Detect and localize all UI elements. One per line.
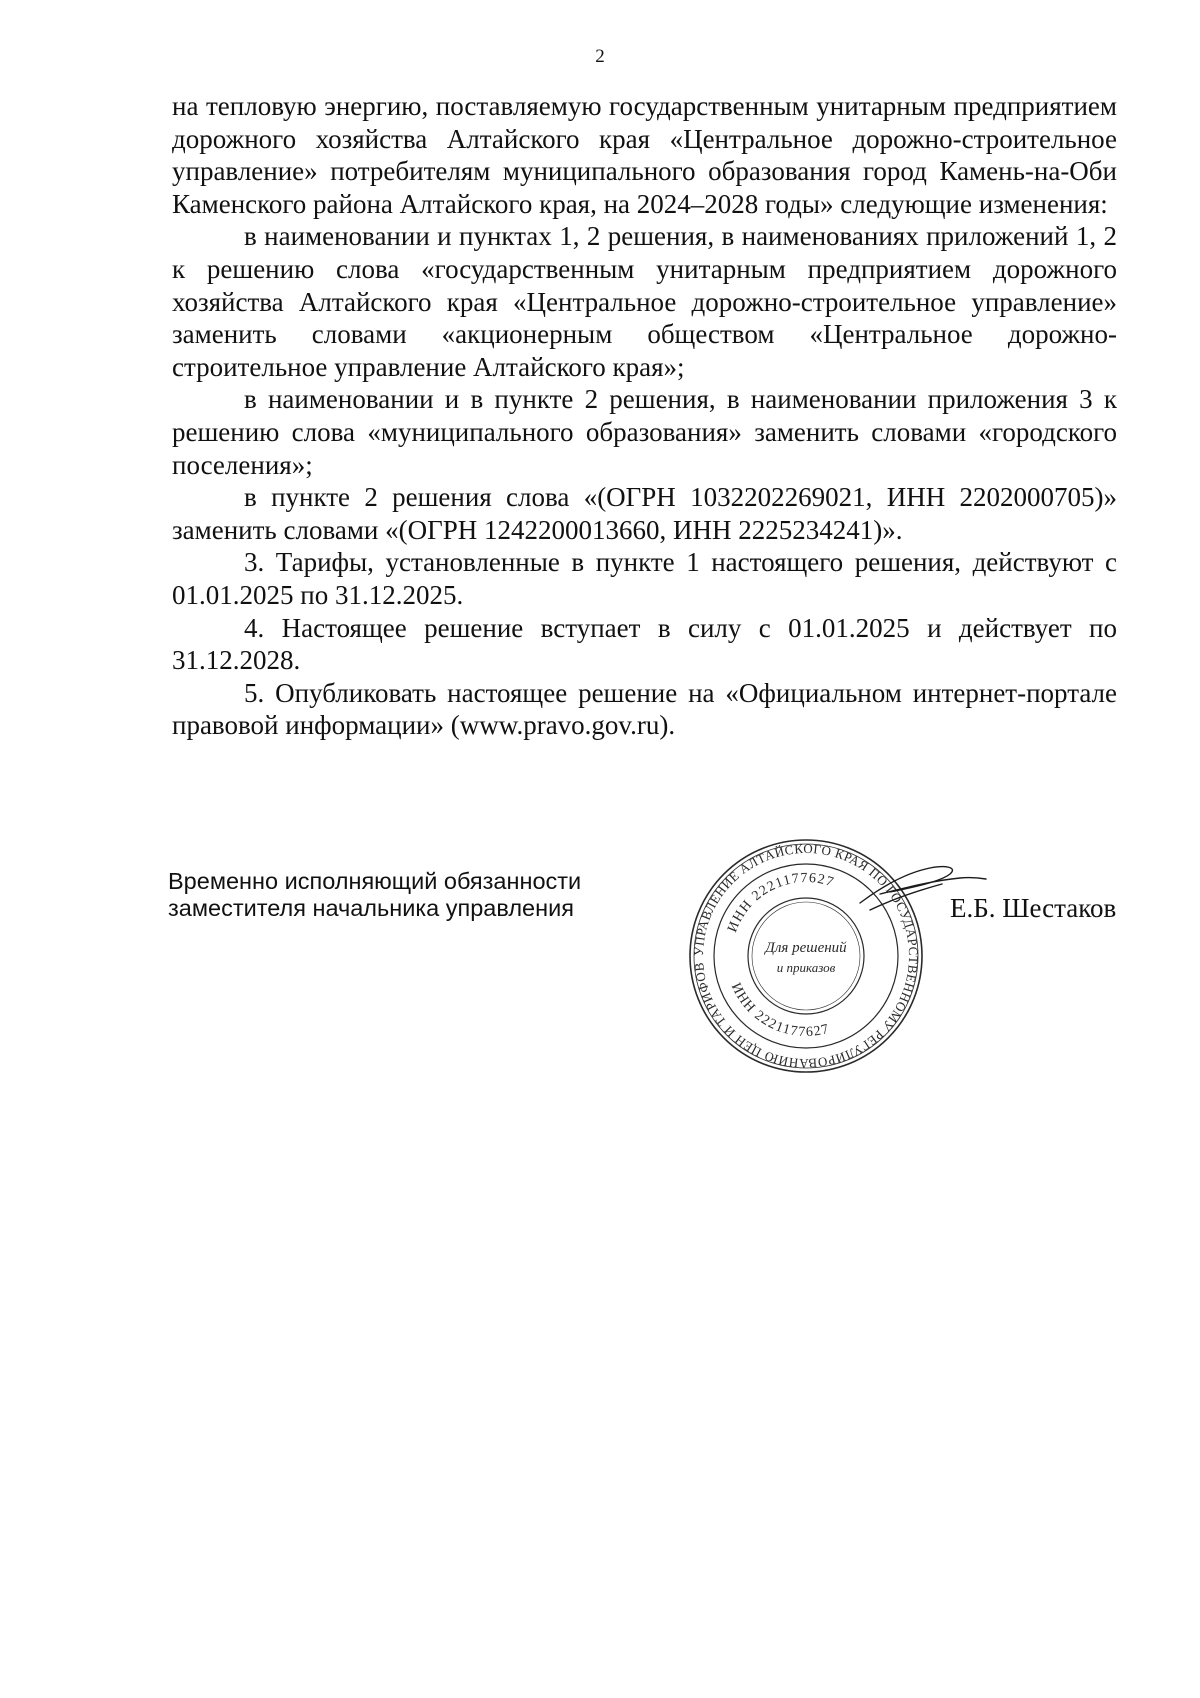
signer-name: Е.Б. Шестаков	[950, 893, 1117, 923]
seal-inn-bottom: ИНН 2221177627	[727, 980, 832, 1041]
paragraph-continuation: на тепловую энергию, поставляемую государственным унитарным предприятием дорожного хозяйства Алтайского края «Центральное дорожно-строительное управление» потребителям муниципального образования город Камень-на-Оби Каменского района Алтайского края, на 2024–2028 годы» следующие изменения:	[172, 91, 1117, 219]
page-number: 2	[595, 46, 605, 67]
signatory-title-line-1: Временно исполняющий обязанности	[168, 868, 582, 894]
seal-center-line-2: и приказов	[776, 960, 836, 975]
document-body	[172, 90, 1117, 742]
paragraph-item-4: 4. Настоящее решение вступает в силу с 01.01.2025 и действует по 31.12.2028.	[172, 612, 1117, 676]
seal-inner-ring-2	[752, 902, 860, 1010]
signatory-title	[168, 868, 581, 922]
seal-inn-top: ИНН 2221177627	[725, 870, 837, 935]
seal-outer-text: УПРАВЛЕНИЕ АЛТАЙСКОГО КРАЯ ПО ГОСУДАРСТВЕННОМУ РЕГУЛИРОВАНИЮ ЦЕН И ТАРИФОВ	[690, 840, 922, 1072]
seal-inner-ring	[748, 898, 864, 1014]
paragraph-amendment-municipal: в наименовании и в пункте 2 решения, в наименовании приложения 3 к решению слова «муниципального образования» заменить словами «городского поселения»;	[172, 384, 1117, 480]
paragraph-amendment-ogrn: в пункте 2 решения слова «(ОГРН 1032202269021, ИНН 2202000705)» заменить словами «(ОГРН 1242200013660, ИНН 2225234241)».	[172, 482, 1117, 545]
signatory-title-line-2: заместителя начальника управления	[168, 895, 574, 921]
paragraph-item-3: 3. Тарифы, установленные в пункте 1 настоящего решения, действуют с 01.01.2025 по 31.12.2025.	[172, 547, 1117, 610]
paragraph-item-5: 5. Опубликовать настоящее решение на «Официальном интернет-портале правовой информации» (www.pravo.gov.ru).	[172, 677, 1117, 741]
seal-center-line-1: Для решений	[765, 940, 847, 956]
paragraph-amendment-names: в наименовании и пунктах 1, 2 решения, в наименованиях приложений 1, 2 к решению слова «государственным унитарным предприятием дорожного хозяйства Алтайского края «Центральное дорожно-строительное управление» заменить словами «акционерным обществом «Центральное дорожно-строительное управление Алтайского края»;	[172, 221, 1117, 382]
